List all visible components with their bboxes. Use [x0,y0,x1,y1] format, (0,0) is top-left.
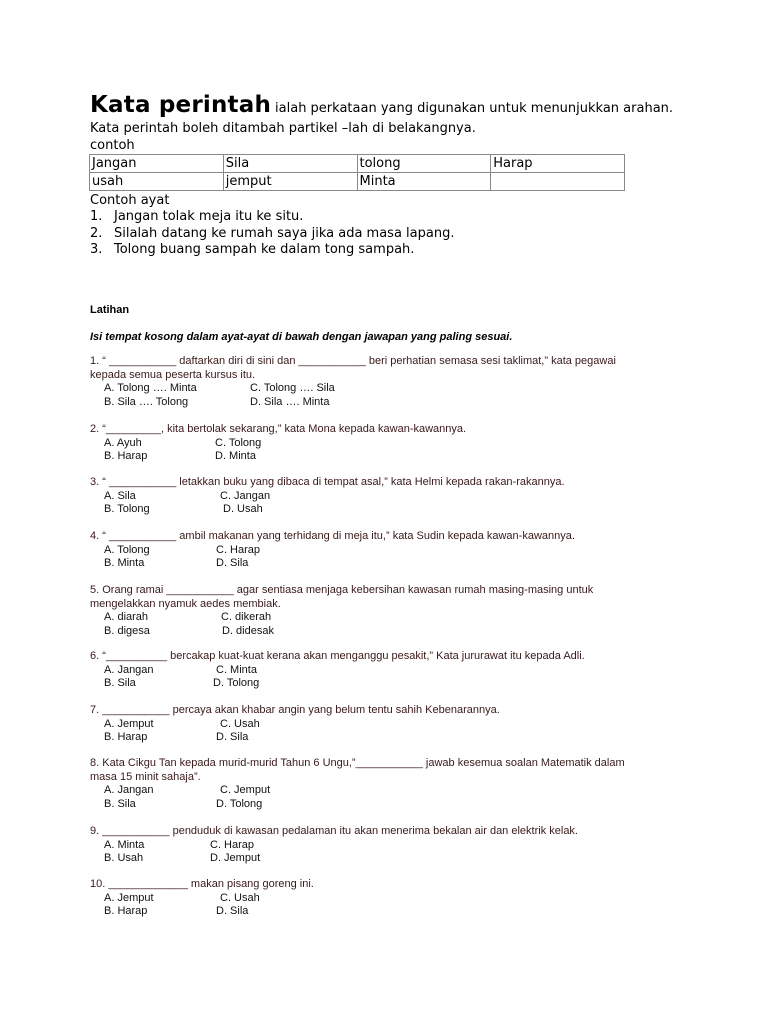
option-b: B. Harap [104,450,148,462]
item-number: 1. [90,209,103,224]
question-item [90,423,650,464]
option-c: C. Harap [216,543,261,556]
table-cell: Sila [223,155,357,173]
options-row [90,450,650,464]
options-row [90,892,650,906]
page-title: Kata perintah [90,92,272,118]
option-b: B. Usah [104,852,144,864]
options-row [90,396,650,410]
option-d: D. didesak [222,624,274,637]
options-row [90,798,650,812]
option-d: D. Sila [216,557,249,569]
table-cell: Minta [357,173,491,191]
options-row [90,544,650,558]
exercise-instruction: Isi tempat kosong dalam ayat-ayat di bawah dengan jawapan yang paling sesuai. [90,331,513,343]
item-number: 2. [90,225,103,241]
question-item [90,584,650,638]
options-row [90,905,650,919]
option-c: C. Harap [210,838,255,851]
option-b: B. Sila …. Tolong [104,395,189,408]
definition-text: ialah perkataan yang digunakan untuk menunjukkan arahan. [275,101,674,116]
option-b: B. Minta [104,557,145,569]
particle-note: Kata perintah boleh ditambah partikel –lah di belakangnya. [90,121,476,136]
option-b: B. Tolong [104,503,150,515]
options-row [90,382,650,396]
options-row [90,664,650,678]
option-b: B. digesa [104,624,150,637]
item-text: Jangan tolak meja itu ke situ. [114,209,304,224]
question-item [90,704,650,745]
question-stem: 5. Orang ramai ___________ agar sentiasa menjaga kebersihan kawasan rumah masing-masing untuk mengelakkan nyamuk aedes membiak. [90,584,594,610]
option-a: A. Sila [104,489,136,502]
option-a: A. Tolong [104,543,150,556]
list-item [90,226,454,243]
option-c: C. Tolong …. Sila [250,382,335,394]
options-row [90,784,650,798]
table-cell: jemput [223,173,357,191]
table-cell: Jangan [90,155,224,173]
option-c: C. Minta [216,663,257,676]
item-text: Silalah datang ke rumah saya jika ada masa lapang. [114,225,455,241]
command-words-table [89,154,625,191]
table-cell: usah [90,173,224,191]
question-stem: 1. “ ___________ daftarkan diri di sini dan ___________ beri perhatian semasa sesi taklimat,” kata pegawai kepada semua peserta kursus itu. [90,355,616,381]
option-a: A. Minta [104,838,145,851]
option-b: B. Sila [104,797,136,810]
options-row [90,625,650,639]
option-d: D. Minta [215,450,256,462]
examples-title: Contoh ayat [90,193,170,208]
option-c: C. Jemput [220,784,271,796]
option-a: A. Ayuh [104,436,142,449]
options-row [90,503,650,517]
question-item [90,530,650,571]
option-a: A. Jangan [104,663,154,676]
options-row [90,852,650,866]
option-d: D. Sila …. Minta [250,395,330,408]
option-c: C. Tolong [215,436,262,449]
table-row [90,173,625,191]
question-item [90,757,650,811]
option-a: A. Jemput [104,891,154,904]
option-d: D. Tolong [213,677,260,689]
table-cell [491,173,625,191]
question-stem: 7. ___________ percaya akan khabar angin yang belum tentu sahih Kebenarannya. [90,704,500,716]
question-stem: 10. _____________ makan pisang goreng ini. [90,878,314,890]
item-number: 3. [90,242,103,257]
option-a: A. Jangan [104,784,154,796]
intro-line [90,92,673,118]
options-row [90,718,650,732]
options-row [90,731,650,745]
option-c: C. Jangan [220,489,271,502]
option-c: C. Usah [220,891,260,904]
question-item [90,878,650,919]
example-label: contoh [90,138,135,153]
question-stem: 4. “ ___________ ambil makanan yang terhidang di meja itu,” kata Sudin kepada kawan-kawannya. [90,530,575,542]
option-d: D. Sila [216,905,249,917]
table-row [90,155,625,173]
options-row [90,839,650,853]
options-row [90,611,650,625]
option-d: D. Tolong [216,797,263,810]
table-cell: Harap [491,155,625,173]
list-item [90,209,454,226]
option-a: A. diarah [104,611,149,623]
table-cell: tolong [357,155,491,173]
list-item [90,242,454,259]
option-c: C. Usah [220,717,260,730]
options-row [90,437,650,451]
option-a: A. Jemput [104,717,154,730]
question-stem: 9. ___________ penduduk di kawasan pedalaman itu akan menerima bekalan air dan elektrik kelak. [90,825,578,837]
option-a: A. Tolong …. Minta [104,382,197,394]
question-item [90,355,650,409]
question-stem: 3. “ ___________ letakkan buku yang dibaca di tempat asal,” kata Helmi kepada rakan-rakannya. [90,476,565,488]
question-item [90,650,650,691]
question-stem: 8. Kata Cikgu Tan kepada murid-murid Tahun 6 Ungu,”___________ jawab kesemua soalan Matematik dalam masa 15 minit sahaja”. [90,757,625,783]
question-item [90,825,650,866]
options-row [90,677,650,691]
options-row [90,490,650,504]
examples-list [90,209,454,259]
item-text: Tolong buang sampah ke dalam tong sampah. [114,242,415,257]
option-b: B. Harap [104,731,148,743]
option-d: D. Sila [216,731,249,743]
question-item [90,476,650,517]
option-b: B. Harap [104,905,148,917]
question-stem: 2. “_________, kita bertolak sekarang,” kata Mona kepada kawan-kawannya. [90,423,467,435]
options-row [90,557,650,571]
option-b: B. Sila [104,677,136,689]
exercise-heading: Latihan [90,304,130,316]
option-c: C. dikerah [221,611,272,623]
option-d: D. Usah [223,503,263,515]
option-d: D. Jemput [210,852,261,864]
question-stem: 6. “__________ bercakap kuat-kuat kerana akan menganggu pesakit,” Kata jururawat itu kepada Adli. [90,650,585,662]
